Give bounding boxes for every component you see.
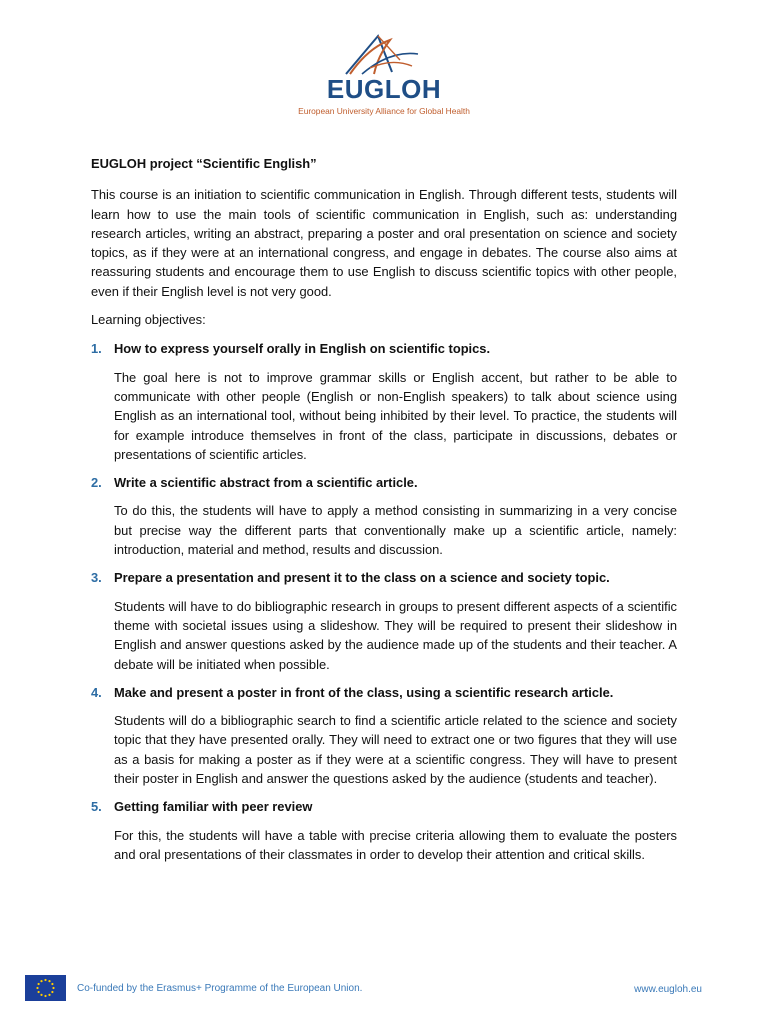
funding-notice: Co-funded by the Erasmus+ Programme of the European Union. <box>77 983 363 994</box>
objective-number: 5. <box>91 799 102 815</box>
objective-heading-text: How to express yourself orally in English on scientific topics. <box>114 341 491 357</box>
objective-heading <box>91 473 677 492</box>
objectives-label: Learning objectives: <box>91 312 206 328</box>
objective-number: 1. <box>91 341 102 357</box>
objective-heading-text: Make and present a poster in front of the class, using a scientific research article. <box>114 684 614 700</box>
objective-body: For this, the students will have a table with precise criteria allowing them to evaluate the posters and oral presentations of their classmates in order to develop their attention and critical skills. <box>114 827 677 862</box>
objective-heading <box>91 797 677 816</box>
objective-body: To do this, the students will have to apply a method consisting in summarizing in a very concise but precise way the different parts that conventionally make up a scientific article, namely: introduction, material and method, results and discussion. <box>114 503 677 558</box>
objective-body: The goal here is not to improve grammar skills or English accent, but rather to be able to communicate with other people (English or non-English speakers) to talk about science using English as an international tool, without being inhibited by their level. To practice, the students will for example introduce themselves in front of the class, participate in discussions, debates or presentations of scientific articles. <box>114 369 677 462</box>
objective-heading <box>91 683 677 702</box>
objective-heading-text: Getting familiar with peer review <box>114 799 313 815</box>
objectives-list <box>91 339 677 864</box>
objective-number: 3. <box>91 570 102 586</box>
objective-item <box>91 473 677 559</box>
objective-heading <box>91 568 677 587</box>
intro-paragraph: This course is an initiation to scientific communication in English. Through different tests, students will learn how to use the main tools of scientific communication in English, such as: understanding research articles, writing an abstract, preparing a poster and oral presentation on science and society topics, as if they were at an international congress, and engage in debates. The course also aims at reassuring students and encourage them to use English to discuss scientific topics with other people, even if their English level is not very good. <box>91 187 677 299</box>
objective-item <box>91 683 677 788</box>
document-body <box>91 154 677 873</box>
eugloh-logo <box>250 28 518 120</box>
objective-heading-text: Write a scientific abstract from a scientific article. <box>114 475 418 491</box>
objective-number: 2. <box>91 475 102 491</box>
eu-stars-icon <box>25 975 66 1001</box>
logo-subtitle: European University Alliance for Global Health <box>298 106 470 116</box>
objective-item <box>91 339 677 464</box>
website-link[interactable]: www.eugloh.eu <box>634 984 702 995</box>
logo-wordmark: EUGLOH <box>326 74 442 104</box>
objective-item <box>91 797 677 864</box>
objective-heading-text: Prepare a presentation and present it to the class on a science and society topic. <box>114 570 610 586</box>
document-title: EUGLOH project “Scientific English” <box>91 156 317 171</box>
objective-body: Students will do a bibliographic search to find a scientific article related to the science and society topic that they have presented orally. They will need to extract one or two figures that they will use as a basis for making a poster as if they were at a scientific congress. They will have to present their poster in English and answer the questions asked by the audience (students and teacher). <box>114 713 677 787</box>
objective-heading <box>91 339 677 358</box>
eu-flag-icon <box>25 975 66 1001</box>
eugloh-logo-mark-icon <box>250 28 518 78</box>
objective-number: 4. <box>91 684 102 700</box>
objective-body: Students will have to do bibliographic research in groups to present different aspects of a scientific theme with societal issues using a slideshow. They will be required to present their slideshow in English and answer questions asked by the audience made up of the students and their teacher. A debate will be initiated when possible. <box>114 598 677 672</box>
objective-item <box>91 568 677 673</box>
